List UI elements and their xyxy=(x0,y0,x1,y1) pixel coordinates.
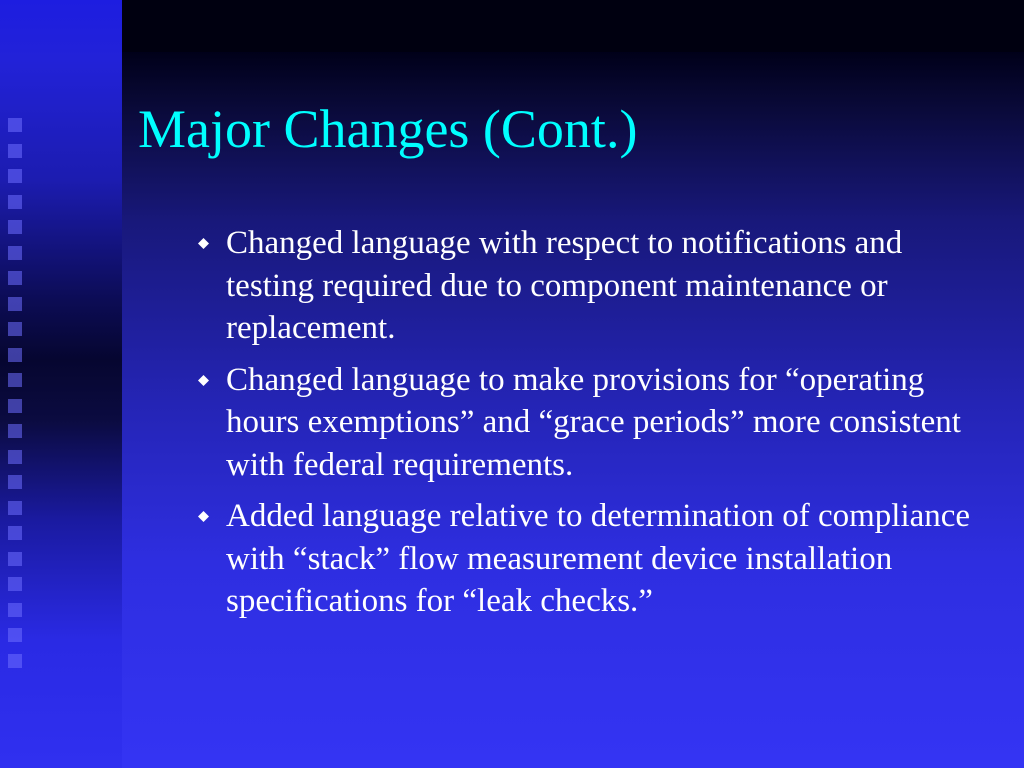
bullet-item xyxy=(198,222,988,350)
bullet-list xyxy=(198,222,988,632)
bullet-text: Added language relative to determination of compliance with “stack” flow measurement device installation specifications for “leak checks.” xyxy=(226,498,971,619)
bullet-item xyxy=(198,359,988,487)
bullet-item xyxy=(198,495,988,623)
decorative-square xyxy=(8,220,22,234)
decorative-square xyxy=(8,322,22,336)
diamond-bullet-icon xyxy=(198,511,209,522)
decorative-square xyxy=(8,628,22,642)
decorative-square xyxy=(8,424,22,438)
decorative-square xyxy=(8,577,22,591)
decorative-square xyxy=(8,144,22,158)
bullet-text: Changed language with respect to notifications and testing required due to component maintenance or replacement. xyxy=(226,225,903,346)
square-pattern xyxy=(8,118,26,679)
decorative-square xyxy=(8,552,22,566)
diamond-bullet-icon xyxy=(198,238,209,249)
decorative-square xyxy=(8,450,22,464)
decorative-square xyxy=(8,348,22,362)
decorative-square xyxy=(8,246,22,260)
decorative-square xyxy=(8,271,22,285)
decorative-square xyxy=(8,603,22,617)
decorative-square xyxy=(8,118,22,132)
decorative-square xyxy=(8,501,22,515)
decorative-square xyxy=(8,195,22,209)
decorative-square xyxy=(8,373,22,387)
top-dark-band xyxy=(122,0,1024,52)
slide-title: Major Changes (Cont.) xyxy=(138,99,638,159)
decorative-square xyxy=(8,169,22,183)
decorative-square xyxy=(8,399,22,413)
decorative-square xyxy=(8,475,22,489)
left-decorative-strip xyxy=(0,0,122,768)
bullet-text: Changed language to make provisions for “operating hours exemptions” and “grace periods” more consistent with federal requirements. xyxy=(226,361,961,483)
decorative-square xyxy=(8,297,22,311)
diamond-bullet-icon xyxy=(198,375,209,386)
decorative-square xyxy=(8,526,22,540)
decorative-square xyxy=(8,654,22,668)
